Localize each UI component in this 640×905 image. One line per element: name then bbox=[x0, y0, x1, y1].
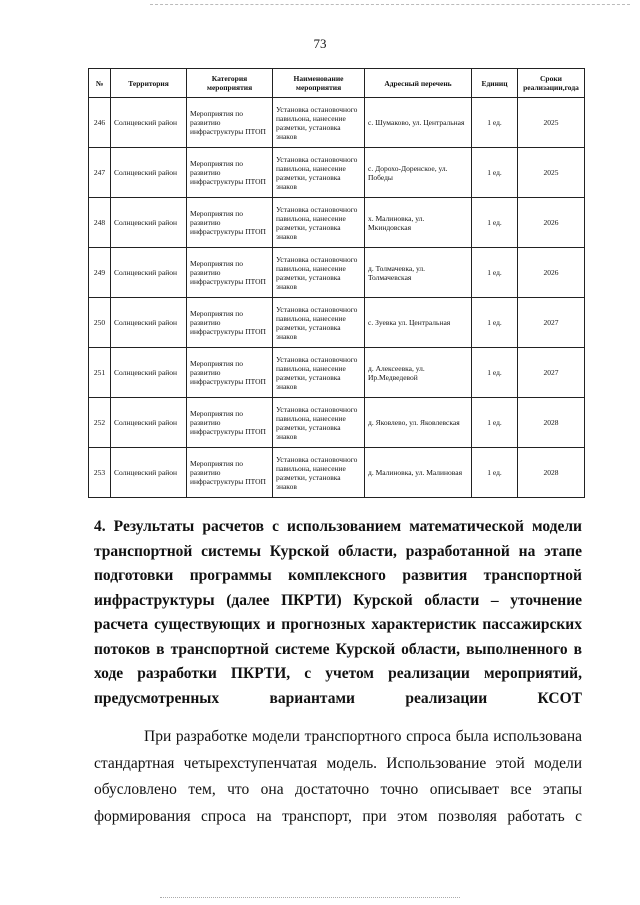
column-header: Категория мероприятия bbox=[187, 69, 273, 98]
measure-name-cell: Установка остановочного павильона, нанесение разметки, установка знаков bbox=[273, 148, 365, 198]
measure-name-cell: Установка остановочного павильона, нанесение разметки, установка знаков bbox=[273, 248, 365, 298]
deadline-cell: 2027 bbox=[518, 298, 585, 348]
deadline-cell: 2026 bbox=[518, 198, 585, 248]
address-cell: с. Шумаково, ул. Центральная bbox=[365, 98, 472, 148]
row-number: 252 bbox=[89, 398, 111, 448]
units-cell: 1 ед. bbox=[472, 98, 518, 148]
row-number: 249 bbox=[89, 248, 111, 298]
row-number: 248 bbox=[89, 198, 111, 248]
measures-table bbox=[88, 68, 585, 498]
deadline-cell: 2025 bbox=[518, 148, 585, 198]
column-header: Сроки реализации,года bbox=[518, 69, 585, 98]
deadline-cell: 2028 bbox=[518, 398, 585, 448]
category-cell: Мероприятия по развитию инфраструктуры ПТОП bbox=[187, 448, 273, 498]
paragraph-text: При разработке модели транспортного спроса была использована стандартная четырехступенчатая модель. Использование этой модели обусловлено тем, что она достаточно точно описывает все этапы формирования спроса на транспорт, при этом позволяя работать с bbox=[94, 728, 582, 825]
table-row bbox=[89, 148, 585, 198]
units-cell: 1 ед. bbox=[472, 198, 518, 248]
row-number: 250 bbox=[89, 298, 111, 348]
units-cell: 1 ед. bbox=[472, 248, 518, 298]
category-cell: Мероприятия по развитию инфраструктуры ПТОП bbox=[187, 248, 273, 298]
row-number: 251 bbox=[89, 348, 111, 398]
territory-cell: Солнцевский район bbox=[111, 98, 187, 148]
table-row bbox=[89, 398, 585, 448]
deadline-cell: 2025 bbox=[518, 98, 585, 148]
category-cell: Мероприятия по развитию инфраструктуры ПТОП bbox=[187, 98, 273, 148]
row-number: 247 bbox=[89, 148, 111, 198]
units-cell: 1 ед. bbox=[472, 348, 518, 398]
measure-name-cell: Установка остановочного павильона, нанесение разметки, установка знаков bbox=[273, 348, 365, 398]
table-row bbox=[89, 448, 585, 498]
address-cell: д. Алексеевка, ул. Ир.Медведевой bbox=[365, 348, 472, 398]
territory-cell: Солнцевский район bbox=[111, 298, 187, 348]
column-header: Наименование мероприятия bbox=[273, 69, 365, 98]
measure-name-cell: Установка остановочного павильона, нанесение разметки, установка знаков bbox=[273, 448, 365, 498]
measure-name-cell: Установка остановочного павильона, нанесение разметки, установка знаков bbox=[273, 398, 365, 448]
category-cell: Мероприятия по развитию инфраструктуры ПТОП bbox=[187, 398, 273, 448]
table-row bbox=[89, 198, 585, 248]
table-header-row bbox=[89, 69, 585, 98]
column-header: Территория bbox=[111, 69, 187, 98]
address-cell: с. Зуевка ул. Центральная bbox=[365, 298, 472, 348]
units-cell: 1 ед. bbox=[472, 448, 518, 498]
territory-cell: Солнцевский район bbox=[111, 198, 187, 248]
units-cell: 1 ед. bbox=[472, 398, 518, 448]
scan-edge-line bbox=[150, 4, 630, 5]
deadline-cell: 2027 bbox=[518, 348, 585, 398]
section-heading: 4. Результаты расчетов с использованием математической модели транспортной системы Курской области, разработанной на этапе подготовки программы комплексного развития транспортной инфраструктуры (далее ПКРТИ) Курской области – уточнение расчета существующих и прогнозных характеристик пассажирских потоков в транспортной системе Курской области, выполненного в ходе разработки ПКРТИ, с учетом реализации мероприятий, предусмотренных вариантами реализации КСОТ bbox=[94, 518, 582, 707]
address-cell: д. Толмачевка, ул. Толмачевская bbox=[365, 248, 472, 298]
table-row bbox=[89, 298, 585, 348]
territory-cell: Солнцевский район bbox=[111, 148, 187, 198]
table-body bbox=[89, 98, 585, 498]
measure-name-cell: Установка остановочного павильона, нанесение разметки, установка знаков bbox=[273, 198, 365, 248]
territory-cell: Солнцевский район bbox=[111, 398, 187, 448]
territory-cell: Солнцевский район bbox=[111, 248, 187, 298]
address-cell: с. Дорохо-Доренское, ул. Победы bbox=[365, 148, 472, 198]
territory-cell: Солнцевский район bbox=[111, 448, 187, 498]
address-cell: д. Малиновка, ул. Малиновая bbox=[365, 448, 472, 498]
body-paragraph bbox=[94, 724, 582, 830]
address-cell: х. Малиновка, ул. Мкиндовская bbox=[365, 198, 472, 248]
table-header bbox=[89, 69, 585, 98]
measure-name-cell: Установка остановочного павильона, нанесение разметки, установка знаков bbox=[273, 298, 365, 348]
deadline-cell: 2026 bbox=[518, 248, 585, 298]
units-cell: 1 ед. bbox=[472, 298, 518, 348]
measure-name-cell: Установка остановочного павильона, нанесение разметки, установка знаков bbox=[273, 98, 365, 148]
scan-edge-line-bottom bbox=[160, 897, 460, 898]
row-number: 253 bbox=[89, 448, 111, 498]
page-number: 73 bbox=[313, 36, 327, 51]
category-cell: Мероприятия по развитию инфраструктуры ПТОП bbox=[187, 148, 273, 198]
table-row bbox=[89, 248, 585, 298]
table-row bbox=[89, 98, 585, 148]
column-header: Адресный перечень bbox=[365, 69, 472, 98]
units-cell: 1 ед. bbox=[472, 148, 518, 198]
category-cell: Мероприятия по развитию инфраструктуры ПТОП bbox=[187, 348, 273, 398]
territory-cell: Солнцевский район bbox=[111, 348, 187, 398]
category-cell: Мероприятия по развитию инфраструктуры ПТОП bbox=[187, 298, 273, 348]
column-header: № bbox=[89, 69, 111, 98]
table-row bbox=[89, 348, 585, 398]
row-number: 246 bbox=[89, 98, 111, 148]
category-cell: Мероприятия по развитию инфраструктуры ПТОП bbox=[187, 198, 273, 248]
deadline-cell: 2028 bbox=[518, 448, 585, 498]
address-cell: д. Яковлево, ул. Яковлевская bbox=[365, 398, 472, 448]
column-header: Единиц bbox=[472, 69, 518, 98]
